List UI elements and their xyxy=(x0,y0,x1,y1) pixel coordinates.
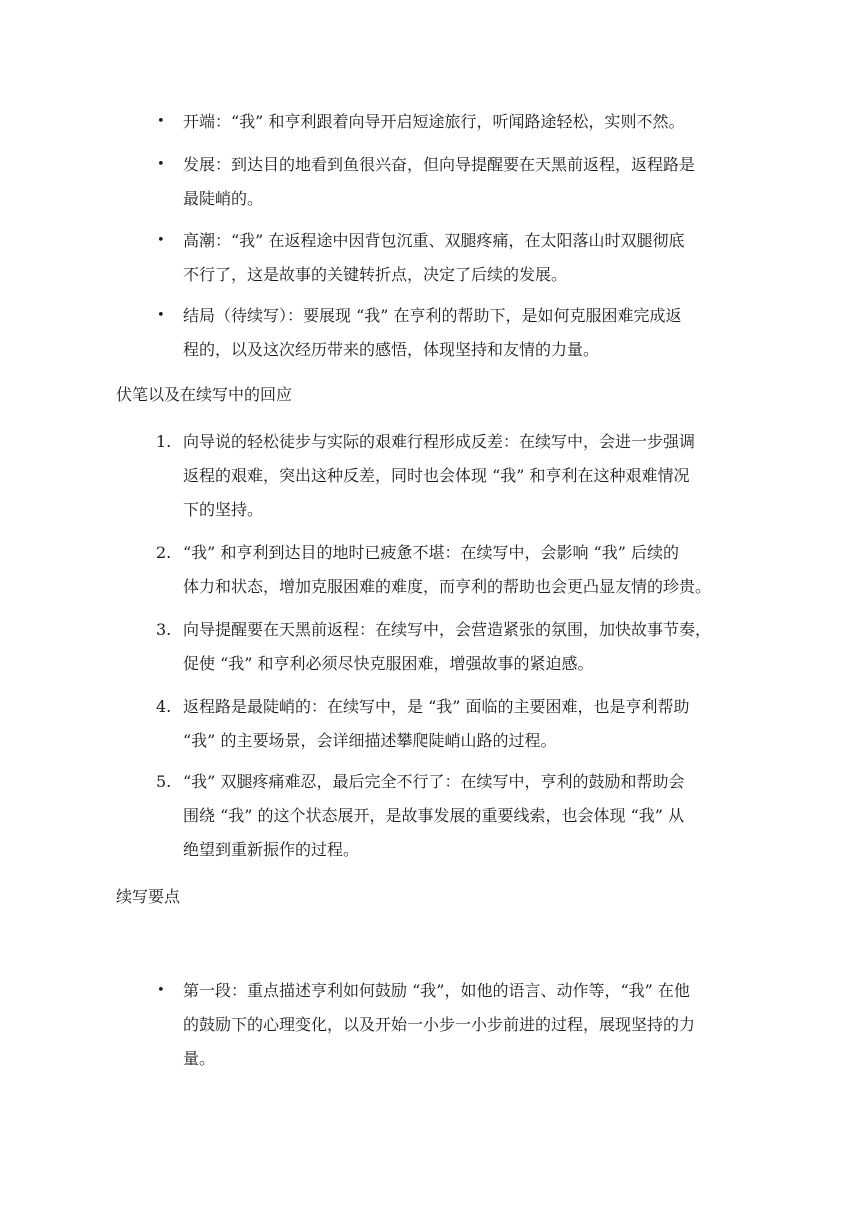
item-number: 1. xyxy=(156,432,172,451)
list-item-line: 促使 “我” 和亨利必须尽快克服困难，增强故事的紧迫感。 xyxy=(183,654,594,673)
list-item-line: 绝望到重新振作的过程。 xyxy=(183,840,360,859)
list-item-line: 下的坚持。 xyxy=(183,500,264,519)
list-item-line: 围绕 “我” 的这个状态展开，是故事发展的重要线索，也会体现 “我” 从 xyxy=(183,806,685,825)
item-number: 5. xyxy=(156,772,172,791)
list-item-line: “我” 的主要场景，会详细描述攀爬陡峭山路的过程。 xyxy=(183,731,557,750)
list-item-line: 程的，以及这次经历带来的感悟，体现坚持和友情的力量。 xyxy=(183,340,600,359)
section-heading-foreshadow: 伏笔以及在续写中的回应 xyxy=(116,385,293,404)
list-item-line: 第一段：重点描述亨利如何鼓励 “我”，如他的语言、动作等，“我” 在他 xyxy=(183,981,690,1000)
bullet-marker: • xyxy=(157,983,165,998)
list-item-line: 高潮：“我” 在返程途中因背包沉重、双腿疼痛，在太阳落山时双腿彻底 xyxy=(183,231,685,250)
item-number: 3. xyxy=(156,620,172,639)
bullet-marker: • xyxy=(157,114,165,129)
list-item-line: 体力和状态，增加克服困难的难度，而亨利的帮助也会更凸显友情的珍贵。 xyxy=(183,577,712,596)
list-item-line: 的鼓励下的心理变化，以及开始一小步一小步前进的过程，展现坚持的力 xyxy=(183,1015,696,1034)
list-item-line: 量。 xyxy=(183,1049,216,1068)
section-heading-points: 续写要点 xyxy=(116,887,181,906)
list-item-line: 最陡峭的。 xyxy=(183,189,264,208)
list-item-line: 结局（待续写）：要展现 “我” 在亨利的帮助下，是如何克服困难完成返 xyxy=(183,306,682,325)
list-item-line: “我” 双腿疼痛难忍，最后完全不行了：在续写中，亨利的鼓励和帮助会 xyxy=(183,772,685,791)
list-item-line: 返程路是最陡峭的：在续写中，是 “我” 面临的主要困难，也是亨利帮助 xyxy=(183,697,690,716)
list-item-line: 返程的艰难，突出这种反差，同时也会体现 “我” 和亨利在这种艰难情况 xyxy=(183,466,690,485)
bullet-marker: • xyxy=(157,308,165,323)
list-item-line: 发展：到达目的地看到鱼很兴奋，但向导提醒要在天黑前返程，返程路是 xyxy=(183,155,696,174)
list-item-line: 向导提醒要在天黑前返程：在续写中，会营造紧张的氛围，加快故事节奏， xyxy=(183,620,712,639)
list-item-line: 开端：“我” 和亨利跟着向导开启短途旅行，听闻路途轻松，实则不然。 xyxy=(183,112,685,131)
item-number: 2. xyxy=(156,543,172,562)
list-item-line: 不行了，这是故事的关键转折点，决定了后续的发展。 xyxy=(183,265,568,284)
item-number: 4. xyxy=(156,697,172,716)
list-item-line: “我” 和亨利到达目的地时已疲惫不堪：在续写中，会影响 “我” 后续的 xyxy=(183,543,679,562)
bullet-marker: • xyxy=(157,157,165,172)
list-item-line: 向导说的轻松徒步与实际的艰难行程形成反差：在续写中，会进一步强调 xyxy=(183,432,696,451)
bullet-marker: • xyxy=(157,233,165,248)
